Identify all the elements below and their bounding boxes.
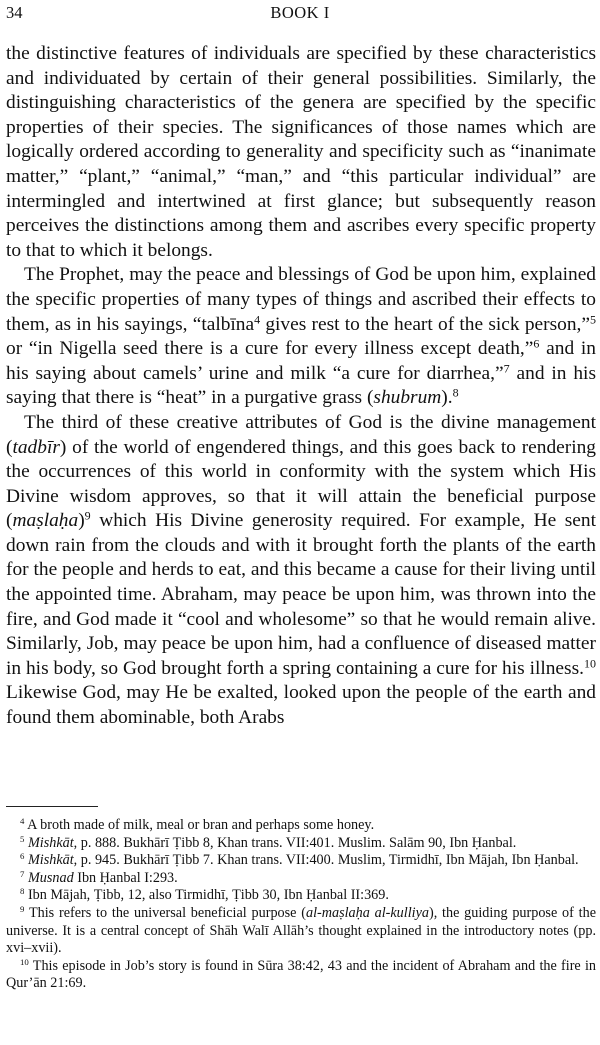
footnote-title: Musnad: [27, 869, 74, 886]
footnote-number: 5: [20, 833, 25, 844]
p3-text-a: The third of these creative attributes of God is the divine management (: [6, 411, 596, 458]
footnote-9: [6, 905, 596, 958]
p2-text-d: and in his saying about camels’ urine and milk “a cure for diarrhea,”: [6, 338, 596, 384]
footnote-text: This episode in Job’s story is found in Sūra 38:42, 43 and the incident of Abraham and the fire in Qur’ān 21:69.: [6, 957, 596, 992]
paragraph-1: the distinctive features of individuals are specified by these characteristics and individuated by certain of their general possibilities. Similarly, the distinguishing characteristics of the genera are specified by the specific properties of their species. The significances of those names which are logically ordered according to generality and specificity such as “inanimate matter,” “plant,” “animal,” “man,” and “this particular individual” are intermingled and intertwined at first glance; but subsequently reason perceives the distinctions among them and ascribes every specific property to that to which it belongs.: [6, 43, 596, 261]
footnote-ref-8: 8: [452, 385, 459, 400]
footnotes: [6, 817, 596, 993]
footnote-text: , p. 945. Bukhārī Ṭibb 7. Khan trans. VII:400. Muslim, Tirmidhī, Ibn Mājah, Ibn Ḥanbal.: [73, 852, 579, 869]
footnote-number: 8: [20, 886, 25, 897]
footnote-4: [6, 817, 596, 835]
footnote-8: [6, 887, 596, 905]
p3-text-d: which His Divine generosity required. For example, He sent down rain from the clouds and with it brought forth the plants of the earth for the people and herds to eat, and this became a cause for their living until the appointed time. Abraham, may peace be upon him, was thrown into the fire, and God made it “cool and wholesome” so that he would remain alive. Similarly, Job, may peace be upon him, had a confluence of diseased matter in his body, so God brought forth a spring containing a cure for his illness.: [6, 510, 596, 679]
p2-term-shubrum: shubrum: [373, 387, 442, 409]
footnote-5: [6, 835, 596, 853]
footnote-number: 10: [20, 956, 29, 967]
footnote-divider: [6, 806, 98, 807]
paragraph-2: [6, 263, 596, 411]
p2-text-c: or “in Nigella seed there is a cure for every illness except death,”: [6, 338, 534, 360]
footnote-ref-6: 6: [533, 336, 540, 351]
footnote-ref-9: 9: [84, 508, 91, 523]
running-head: BOOK I: [270, 3, 330, 22]
p3-term-maslaha: maṣlaḥa: [12, 510, 79, 532]
footnote-text: This refers to the universal beneficial purpose (: [24, 904, 306, 921]
footnote-text: , p. 888. Bukhārī Ṭibb 8, Khan trans. VII:401. Muslim. Salām 90, Ibn Ḥanbal.: [73, 834, 517, 851]
footnote-7: [6, 870, 596, 888]
page-number: 34: [6, 3, 23, 22]
footnote-number: 4: [20, 816, 25, 827]
footnote-title: Mishkāt: [27, 834, 74, 851]
p3-text-b: ) of the world of engendered things, and this goes back to rendering the occurrences of this world in conformity with the system which His Divine wisdom approves, so that it will attain the beneficial purpose (: [6, 436, 596, 532]
paragraph-3: [6, 411, 596, 731]
footnote-10: [6, 958, 596, 993]
footnote-6: [6, 852, 596, 870]
footnote-ref-10: 10: [583, 656, 596, 671]
footnote-ref-7: 7: [503, 361, 510, 376]
footnote-number: 7: [20, 868, 25, 879]
p3-text-e: Likewise God, may He be exalted, looked upon the people of the earth and found them abominable, both Arabs: [6, 682, 596, 729]
p2-text-b: gives rest to the heart of the sick person,”: [260, 313, 590, 335]
page-header: [6, 2, 594, 24]
footnote-term: al-maṣlaḥa al-kulliya: [305, 904, 429, 921]
p2-text-f: ).: [441, 387, 453, 409]
p2-text-a: The Prophet, may the peace and blessings of God be upon him, explained the specific properties of many types of things and ascribed their effects to them, as in his sayings, “talbīna: [6, 264, 596, 335]
footnote-text-cont: ), the guiding purpose of the universe. It is a central concept of Shāh Walī Allāh’s thought explained in the introductory notes (pp. xvi–xvii).: [6, 904, 596, 957]
p2-text-e: and in his saying that there is “heat” in a purgative grass (: [6, 362, 596, 409]
footnote-text: Ibn Mājah, Ṭibb, 12, also Tirmidhī, Ṭibb 30, Ibn Ḥanbal II:369.: [24, 887, 389, 904]
body-text: [6, 42, 596, 731]
p3-text-c: ): [78, 510, 85, 532]
footnote-number: 6: [20, 851, 25, 862]
footnote-ref-5: 5: [589, 311, 596, 326]
footnote-ref-4: 4: [254, 311, 261, 326]
footnote-text: Ibn Ḥanbal I:293.: [73, 869, 178, 886]
footnote-title: Mishkāt: [27, 852, 74, 869]
footnote-text: A broth made of milk, meal or bran and perhaps some honey.: [24, 817, 375, 833]
footnote-number: 9: [20, 904, 25, 915]
p3-term-tadbir: tadbīr: [12, 436, 60, 458]
